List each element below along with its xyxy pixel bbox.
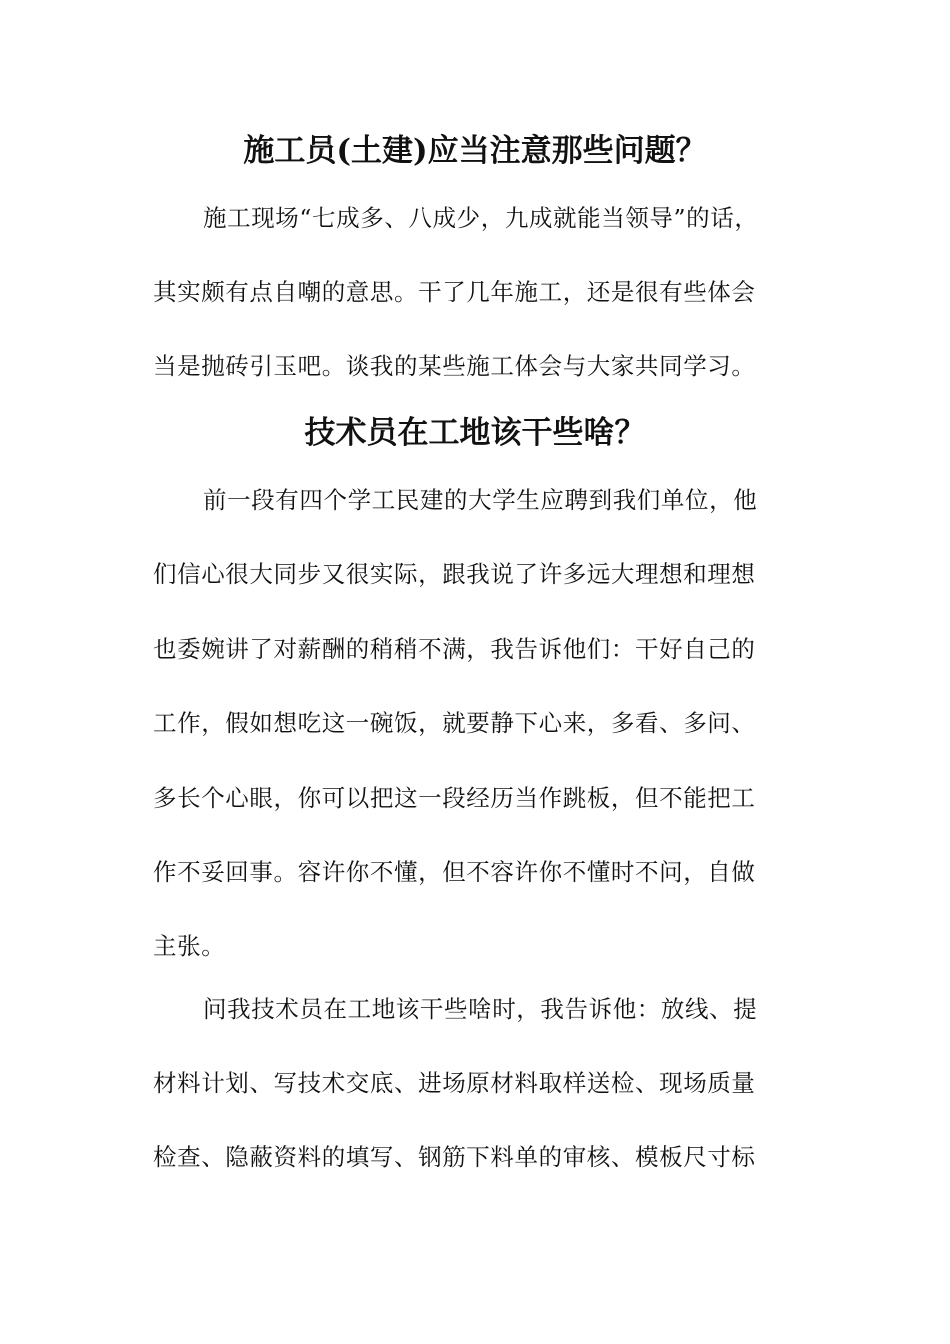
paragraph-line: 也委婉讲了对薪酬的稍稍不满，我告诉他们：干好自己的 [153,635,756,663]
paragraph-line: 工作，假如想吃这一碗饭，就要静下心来，多看、多问、 [153,709,756,737]
paragraph-line: 问我技术员在工地该干些啥时，我告诉他：放线、提 [203,995,758,1023]
paragraph-line: 其实颇有点自嘲的意思。干了几年施工，还是很有些体会 [153,278,756,306]
paragraph-line: 当是抛砖引玉吧。谈我的某些施工体会与大家共同学习。 [153,352,756,380]
paragraph-line: 材料计划、写技术交底、进场原材料取样送检、现场质量 [153,1069,756,1097]
paragraph-line: 作不妥回事。容许你不懂，但不容许你不懂时不问，自做 [153,858,756,886]
paragraph-line: 主张。 [153,932,226,960]
section-title-1: 施工员(土建)应当注意那些问题？ [243,133,707,169]
paragraph-line: 们信心很大同步又很实际，跟我说了许多远大理想和理想 [153,560,756,588]
paragraph-line: 前一段有四个学工民建的大学生应聘到我们单位，他 [203,486,758,514]
paragraph-line: 多长个心眼，你可以把这一段经历当作跳板，但不能把工 [153,784,756,812]
paragraph-line: 检查、隐蔽资料的填写、钢筋下料单的审核、模板尺寸标 [153,1143,756,1171]
section-title-2: 技术员在工地该干些啥？ [304,415,646,451]
paragraph-line: 施工现场“七成多、八成少，九成就能当领导”的话， [203,204,759,232]
